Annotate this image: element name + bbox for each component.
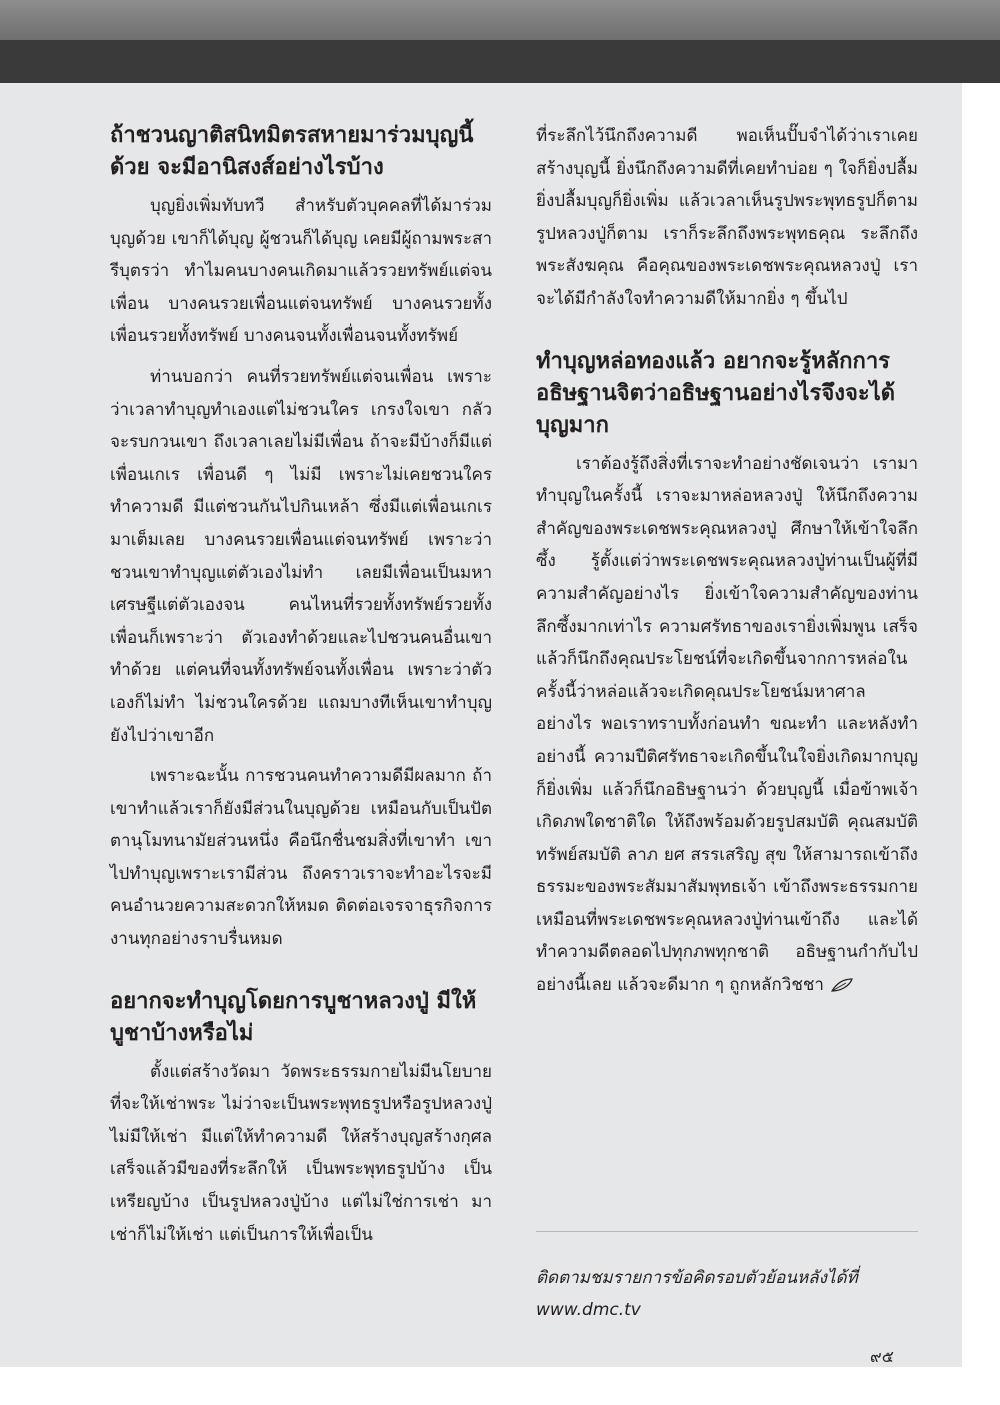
section-1-paragraph-3: เพราะฉะนั้น การชวนคนทำความดีมีผลมาก ถ้าเขาทำแล้วเราก็ยังมีส่วนในบุญด้วย เหมือนกับเป็นปัตตานุโมทนามัยส่วนหนึ่ง คือนึกชื่นชมสิ่งที่เขาทำ เขาไปทำบุญเพราะเรามีส่วน ถึงคราวเราจะทำอะไรจะมีคนอำนวยความสะดวกให้หมด ติดต่อเจรจาธุรกิจการงานทุกอย่างราบรื่นหมด bbox=[110, 766, 492, 950]
section-1-paragraph-2: ท่านบอกว่า คนที่รวยทรัพย์แต่จนเพื่อน เพราะว่าเวลาทำบุญทำเองแต่ไม่ชวนใคร เกรงใจเขา กลัวจะรบกวนเขา ถึงเวลาเลยไม่มีเพื่อน ถ้าจะมีบ้างก็มีแต่เพื่อนเกเร เพื่อนดี ๆ ไม่มี เพราะไม่เคยชวนใครทำความดี มีแต่ชวนกันไปกินเหล้า ซึ่งมีแต่เพื่อนเกเรมาเต็มเลย บางคนรวยเพื่อนแต่จนทรัพย์ เพราะว่าชวนเขาทำบุญแต่ตัวเองไม่ทำ เลยมีเพื่อนเป็นมหาเศรษฐีแต่ตัวเองจน คนไหนที่รวยทั้งทรัพย์รวยทั้งเพื่อนก็เพราะว่า ตัวเองทำด้วยและไปชวนคนอื่นเขาทำด้วย แต่คนที่จนทั้งทรัพย์จนทั้งเพื่อน เพราะว่าตัวเองก็ไม่ทำ ไม่ชวนใครด้วย แถมบางทีเห็นเขาทำบุญยังไปว่าเขาอีก bbox=[110, 366, 492, 746]
footer-divider bbox=[536, 1231, 918, 1232]
section-2-paragraph-1: ตั้งแต่สร้างวัดมา วัดพระธรรมกายไม่มีนโยบายที่จะให้เช่าพระ ไม่ว่าจะเป็นพระพุทธรูปหรือรูปหลวงปู่ ไม่มีให้เช่า มีแต่ให้ทำความดี ให้สร้างบุญสร้างกุศล เสร็จแล้วมีของที่ระลึกให้ เป็นพระพุทธรูปบ้าง เป็นเหรียญบ้าง เป็นรูปหลวงปู่บ้าง แต่ไม่ใช่การเช่า มาเช่าก็ไม่ให้เช่า แต่เป็นการให้เพื่อเป็น bbox=[110, 1061, 492, 1245]
top-band bbox=[0, 0, 1000, 40]
right-column bbox=[536, 120, 918, 1002]
leaf-end-mark-icon bbox=[830, 977, 854, 993]
section-2-title: อยากจะทำบุญโดยการบูชาหลวงปู่ มีให้บูชาบ้างหรือไม่ bbox=[110, 988, 477, 1046]
footer-url[interactable]: www.dmc.tv bbox=[536, 1300, 641, 1320]
page-number: ๙๕ bbox=[870, 1347, 894, 1366]
header-bar bbox=[0, 40, 1000, 83]
footer-note bbox=[536, 1262, 918, 1326]
section-1-paragraph-1: บุญยิ่งเพิ่มทับทวี สำหรับตัวบุคคลที่ได้มาร่วมบุญด้วย เขาก็ได้บุญ ผู้ชวนก็ได้บุญ เคยมีผู้ถามพระสารีบุตรว่า ทำไมคนบางคนเกิดมาแล้วรวยทรัพย์แต่จนเพื่อน บางคนรวยเพื่อนแต่จนทรัพย์ บางคนรวยทั้งเพื่อนรวยทั้งทรัพย์ บางคนจนทั้งเพื่อนจนทั้งทรัพย์ bbox=[110, 196, 492, 347]
section-3-title: ทำบุญหล่อทองแล้ว อยากจะรู้หลักการอธิษฐานจิตว่าอธิษฐานอย่างไรจึงจะได้บุญมาก bbox=[536, 348, 896, 438]
section-1-title: ถ้าชวนญาติสนิทมิตรสหายมาร่วมบุญนี้ ด้วย จะมีอานิสงส์อย่างไรบ้าง bbox=[110, 123, 474, 180]
section-2-continuation: ที่ระลึกไว้นึกถึงความดี พอเห็นปั๊บจำได้ว่าเราเคยสร้างบุญนี้ ยิ่งนึกถึงความดีที่เคยทำบ่อย ๆ ใจก็ยิ่งปลื้ม ยิ่งปลื้มบุญก็ยิ่งเพิ่ม แล้วเวลาเห็นรูปพระพุทธรูปก็ตาม รูปหลวงปู่ก็ตาม เราก็ระลึกถึงพระพุทธคุณ ระลึกถึงพระสังฆคุณ คือคุณของพระเดชพระคุณหลวงปู่ เราจะได้มีกำลังใจทำความดีให้มากยิ่ง ๆ ขึ้นไป bbox=[536, 126, 918, 309]
footer-line-1: ติดตามชมรายการข้อคิดรอบตัวย้อนหลังได้ที่ bbox=[536, 1268, 858, 1288]
section-3-text: เราต้องรู้ถึงสิ่งที่เราจะทำอย่างชัดเจนว่า เรามาทำบุญในครั้งนี้ เราจะมาหล่อหลวงปู่ ให้นึกถึงความสำคัญของพระเดชพระคุณหลวงปู่ ศึกษาให้เข้าใจลึกซึ้ง รู้ตั้งแต่ว่าพระเดชพระคุณหลวงปู่ท่านเป็นผู้ที่มีความสำคัญอย่างไร ยิ่งเข้าใจความสำคัญของท่านลึกซึ้งมากเท่าไร ความศรัทธาของเรายิ่งเพิ่มพูน เสร็จแล้วก็นึกถึงคุณประโยชน์ที่จะเกิดขึ้นจากการหล่อในครั้งนี้ว่าหล่อแล้วจะเกิดคุณประโยชน์มหาศาลอย่างไร พอเราทราบทั้งก่อนทำ ขณะทำ และหลังทำอย่างนี้ ความปีติศรัทธาจะเกิดขึ้นในใจยิ่งเกิดมากบุญก็ยิ่งเพิ่ม แล้วก็นึกอธิษฐานว่า ด้วยบุญนี้ เมื่อข้าพเจ้าเกิดภพใดชาติใด ให้ถึงพร้อมด้วยรูปสมบัติ คุณสมบัติ ทรัพย์สมบัติ ลาภ ยศ สรรเสริญ สุข ให้สามารถเข้าถึงธรรมะของพระสัมมาสัมพุทธเจ้า เข้าถึงพระธรรมกายเหมือนที่พระเดชพระคุณหลวงปู่ท่านเข้าถึง และได้ทำความดีตลอดไปทุกภพทุกชาติ อธิษฐานกำกับไปอย่างนี้เลย แล้วจะดีมาก ๆ ถูกหลักวิชชา bbox=[536, 453, 918, 996]
section-3-paragraph-1 bbox=[536, 448, 918, 1002]
left-column bbox=[110, 120, 492, 1251]
